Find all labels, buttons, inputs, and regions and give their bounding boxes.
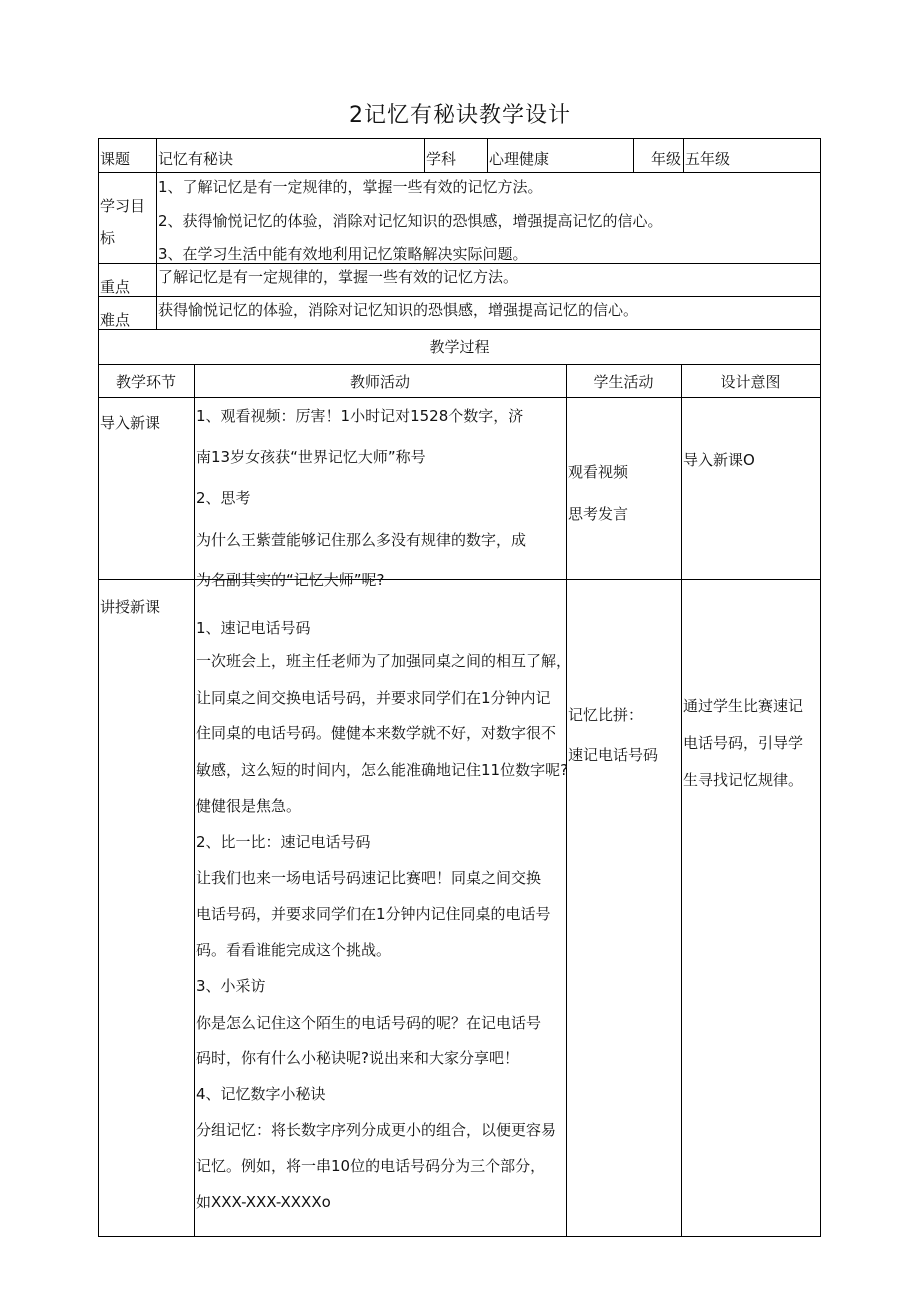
design-intent: 电话号码，引导学 [683,734,804,752]
table-divider [156,138,157,329]
teacher-line: 为什么王紫萱能够记住那么多没有规律的数字，成 [196,531,527,549]
teacher-line: 码时，你有什么小秘诀呢?说出来和大家分享吧！ [196,1049,519,1067]
table-border-top [98,138,821,139]
table-divider [98,296,821,297]
table-divider [681,364,682,1237]
column-header-stage: 教学环节 [115,373,176,391]
column-header-intent: 设计意图 [720,373,781,391]
teacher-line: 敏感，这么短的时间内，怎么能准确地记住11位数字呢? [196,761,569,779]
page-title: 2记忆有秘诀教学设计 [349,103,571,128]
design-intent: 导入新课O [683,451,755,469]
teacher-line: 如XXX-XXX-XXXXo [196,1193,331,1211]
student-activity: 记忆比拼： [568,706,644,724]
table-divider [194,364,195,1237]
table-divider [98,364,821,365]
teacher-line: 你是怎么记住这个陌生的电话号码的呢？在记电话号 [196,1014,542,1032]
objective-item: 2、获得愉悦记忆的体验，消除对记忆知识的恐惧感，增强提高记忆的信心。 [158,212,663,230]
course-value: 记忆有秘诀 [158,150,234,168]
design-intent: 通过学生比赛速记 [683,697,804,715]
teacher-line: 健健很是焦急。 [196,797,302,815]
table-divider [566,364,567,1237]
teacher-line: 一次班会上，班主任老师为了加强同桌之间的相互了解， [196,652,572,670]
process-heading: 教学过程 [429,338,490,356]
stage-intro: 导入新课 [100,414,161,432]
design-intent: 生寻找记忆规律。 [683,771,804,789]
table-border-bottom [98,1236,821,1237]
student-activity: 速记电话号码 [568,746,659,764]
table-divider [424,138,425,172]
subject-value: 心理健康 [489,150,550,168]
student-activity: 思考发言 [568,505,629,523]
table-border-left [98,138,99,1237]
difficulty-label: 难点 [100,311,131,329]
teacher-line: 住同桌的电话号码。健健本来数学就不好，对数字很不 [196,724,557,742]
teacher-line: 电话号码，并要求同学们在1分钟内记住同桌的电话号 [196,905,551,923]
grade-label: 年级 [651,150,682,168]
intro-teacher-cell [196,398,564,589]
teacher-line: 2、思考 [196,489,251,507]
teacher-line: 3、小采访 [196,977,266,995]
teacher-line: 让我们也来一场电话号码速记比赛吧！同桌之间交换 [196,869,542,887]
course-label: 课题 [100,150,131,168]
difficulty-text: 获得愉悦记忆的体验，消除对记忆知识的恐惧感，增强提高记忆的信心。 [158,301,639,319]
objective-item-wrap [158,240,758,262]
objective-item: 1、了解记忆是有一定规律的，掌握一些有效的记忆方法。 [158,178,543,196]
teacher-line: 记忆。例如，将一串10位的电话号码分为三个部分， [196,1157,546,1175]
grade-value: 五年级 [685,150,731,168]
table-divider [98,263,821,264]
table-divider [487,138,488,172]
teacher-line: 让同桌之间交换电话号码，并要求同学们在1分钟内记 [196,689,551,707]
stage-lesson: 讲授新课 [100,598,161,616]
table-divider [683,138,684,172]
table-divider [98,172,821,173]
objective-item: 3、在学习生活中能有效地利用记忆策略解决实际问题。 [158,245,528,263]
table-divider [98,329,821,330]
student-activity: 观看视频 [568,463,629,481]
teacher-line: 1、观看视频：厉害！1小时记对1528个数字，济 [196,407,524,425]
teacher-line: 4、记忆数字小秘诀 [196,1085,326,1103]
teacher-line: 南13岁女孩获“世界记忆大师”称号 [196,448,426,466]
column-header-student: 学生活动 [593,373,654,391]
teacher-line: 2、比一比：速记电话号码 [196,833,371,851]
teacher-line: 分组记忆：将长数字序列分成更小的组合，以便更容易 [196,1121,557,1139]
key-point-text: 了解记忆是有一定规律的，掌握一些有效的记忆方法。 [158,268,519,286]
teacher-line: 为名副其实的“记忆大师”呢? [196,571,385,589]
table-border-right [820,138,821,1237]
table-divider [633,138,634,172]
teacher-line: 1、速记电话号码 [196,619,311,637]
subject-label: 学科 [426,150,457,168]
objectives-label-cont: 标 [100,229,116,247]
objectives-label: 学习目 [100,197,146,215]
key-point-label: 重点 [100,278,131,296]
column-header-teacher: 教师活动 [349,373,410,391]
teacher-line: 码。看看谁能完成这个挑战。 [196,941,392,959]
